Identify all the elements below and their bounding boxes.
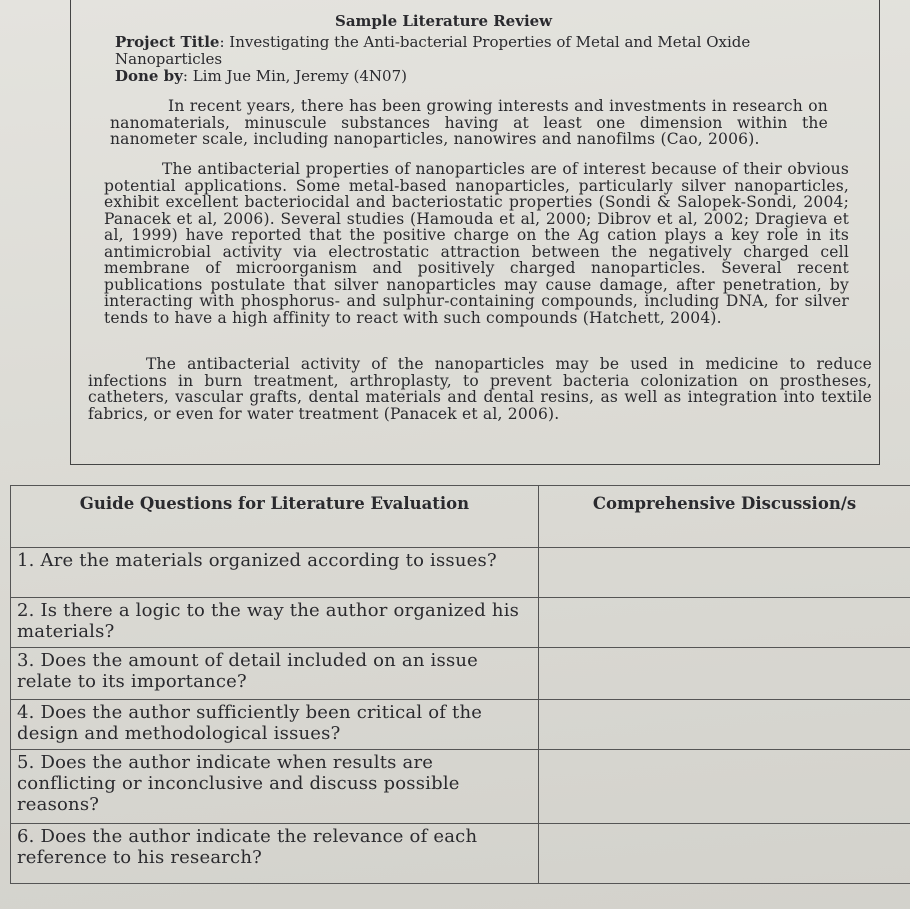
guide-questions-table <box>10 485 910 884</box>
answer-cell-5[interactable] <box>539 750 910 824</box>
project-title-text: : Investigating the Anti-bacterial Properties of Metal and Metal Oxide Nanoparticles <box>115 33 751 68</box>
question-cell-6: 6. Does the author indicate the relevance of each reference to his research? <box>11 824 539 884</box>
done-by-text: : Lim Jue Min, Jeremy (4N07) <box>182 67 407 85</box>
table-row <box>11 824 910 884</box>
document-heading: Sample Literature Review <box>335 12 553 30</box>
review-paragraph-1: In recent years, there has been growing interests and investments in research on nanomaterials, minuscule substances having at least one dimension within the nanometer scale, including nanoparticles, nanowires and nanofilms (Cao, 2006). <box>110 97 828 148</box>
table-row <box>11 548 910 598</box>
table-row <box>11 700 910 750</box>
question-cell-5: 5. Does the author indicate when results are conflicting or inconclusive and discuss possible reasons? <box>11 750 539 824</box>
done-by-line <box>115 68 407 85</box>
answer-cell-4[interactable] <box>539 700 910 750</box>
answer-cell-3[interactable] <box>539 648 910 700</box>
answer-cell-6[interactable] <box>539 824 910 884</box>
review-paragraph-2: The antibacterial properties of nanoparticles are of interest because of their obvious potential applications. Some metal-based nanoparticles, particularly silver nanoparticles, exhibit excellent bacteriocidal and bacteriostatic properties (Sondi & Salopek-Sondi, 2004; Panacek et al, 2006). Several studies (Hamouda et al, 2000; Dibrov et al, 2002; Dragieva et al, 1999) have reported that the positive charge on the Ag cation plays a key role in its antimicrobial activity via electrostatic attraction between the negatively charged cell membrane of microorganism and positively charged nanoparticles. Several recent publications postulate that silver nanoparticles may cause damage, after penetration, by interacting with phosphorus- and sulphur-containing compounds, including DNA, for silver tends to have a high affinity to react with such compounds (Hatchett, 2004). <box>104 160 849 327</box>
project-title-line <box>115 34 815 68</box>
answer-cell-1[interactable] <box>539 548 910 598</box>
discussion-header: Comprehensive Discussion/s <box>539 486 910 548</box>
table-row <box>11 648 910 700</box>
table-row <box>11 750 910 824</box>
project-title-label: Project Title <box>115 33 220 51</box>
review-paragraph-3: The antibacterial activity of the nanoparticles may be used in medicine to reduce infections in burn treatment, arthroplasty, to prevent bacteria colonization on prostheses, catheters, vascular grafts, dental materials and dental resins, as well as integration into textile fabrics, or even for water treatment (Panacek et al, 2006). <box>88 355 872 423</box>
question-cell-4: 4. Does the author sufficiently been critical of the design and methodological issues? <box>11 700 539 750</box>
done-by-label: Done by <box>115 67 183 85</box>
question-cell-1: 1. Are the materials organized according to issues? <box>11 548 539 598</box>
question-cell-3: 3. Does the amount of detail included on an issue relate to its importance? <box>11 648 539 700</box>
table-row <box>11 598 910 648</box>
guide-questions-header: Guide Questions for Literature Evaluation <box>11 486 539 548</box>
question-cell-2: 2. Is there a logic to the way the author organized his materials? <box>11 598 539 648</box>
table-header-row <box>11 486 910 548</box>
answer-cell-2[interactable] <box>539 598 910 648</box>
